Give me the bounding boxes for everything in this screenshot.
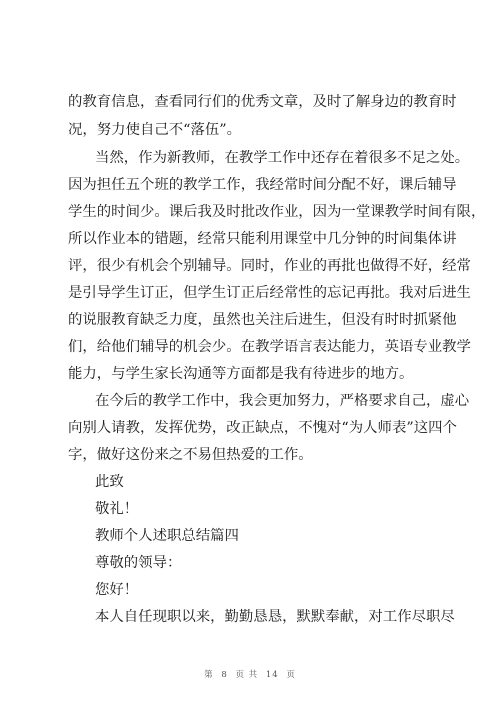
body-line-6: 所以作业本的错题，经常只能利用课堂中几分钟的时间集体讲 xyxy=(68,231,457,247)
letter-greeting: 您好！ xyxy=(95,582,139,598)
body-line-11: 能力，与学生家长沟通等方面都是我有待进步的地方。 xyxy=(68,366,414,382)
body-line-13: 向别人请教，发挥优势，改正缺点，不愧对“为人师表”这四个 xyxy=(68,420,457,436)
footer-prefix: 第 xyxy=(204,670,214,680)
body-line-8: 是引导学生订正，但学生订正后经常性的忘记再批。我对后进生 xyxy=(68,285,471,301)
body-line-20: 本人自任现职以来，勤勤恳恳，默默奉献，对工作尽职尽 xyxy=(95,609,455,625)
body-line-3: 当然，作为新教师，在教学工作中还存在着很多不足之处。 xyxy=(95,150,470,166)
body-line-1: 的教育信息，查看同行们的优秀文章，及时了解身边的教育时 xyxy=(68,94,457,110)
letter-addressee: 尊敬的领导： xyxy=(95,555,182,571)
body-line-5: 学生的时间少。课后我及时批改作业，因为一堂课教学时间有限， xyxy=(68,204,486,220)
body-line-14: 字，做好这份来之不易但热爱的工作。 xyxy=(68,447,313,463)
page-footer xyxy=(0,668,500,680)
body-line-2: 况，努力使自己不“落伍”。 xyxy=(68,122,242,138)
footer-middle: 页 共 xyxy=(235,670,259,680)
section-title: 教师个人述职总结篇四 xyxy=(95,528,239,544)
footer-suffix: 页 xyxy=(286,670,296,680)
body-line-12: 在今后的教学工作中，我会更加努力，严格要求自己，虚心 xyxy=(95,393,470,409)
footer-page-number: 8 xyxy=(221,670,228,680)
body-line-7: 评，很少有机会个别辅导。同时，作业的再批也做得不好，经常 xyxy=(68,258,471,274)
footer-total-pages: 14 xyxy=(265,670,279,680)
body-line-9: 的说服教育缺乏力度，虽然也关注后进生，但没有时时抓紧他 xyxy=(68,312,457,328)
body-line-10: 们，给他们辅导的机会少。在教学语言表达能力，英语专业教学 xyxy=(68,339,471,355)
closing-salutation: 此致 xyxy=(95,474,124,490)
closing-regards: 敬礼！ xyxy=(95,501,139,517)
body-line-4: 因为担任五个班的教学工作，我经常时间分配不好，课后辅导 xyxy=(68,177,457,193)
